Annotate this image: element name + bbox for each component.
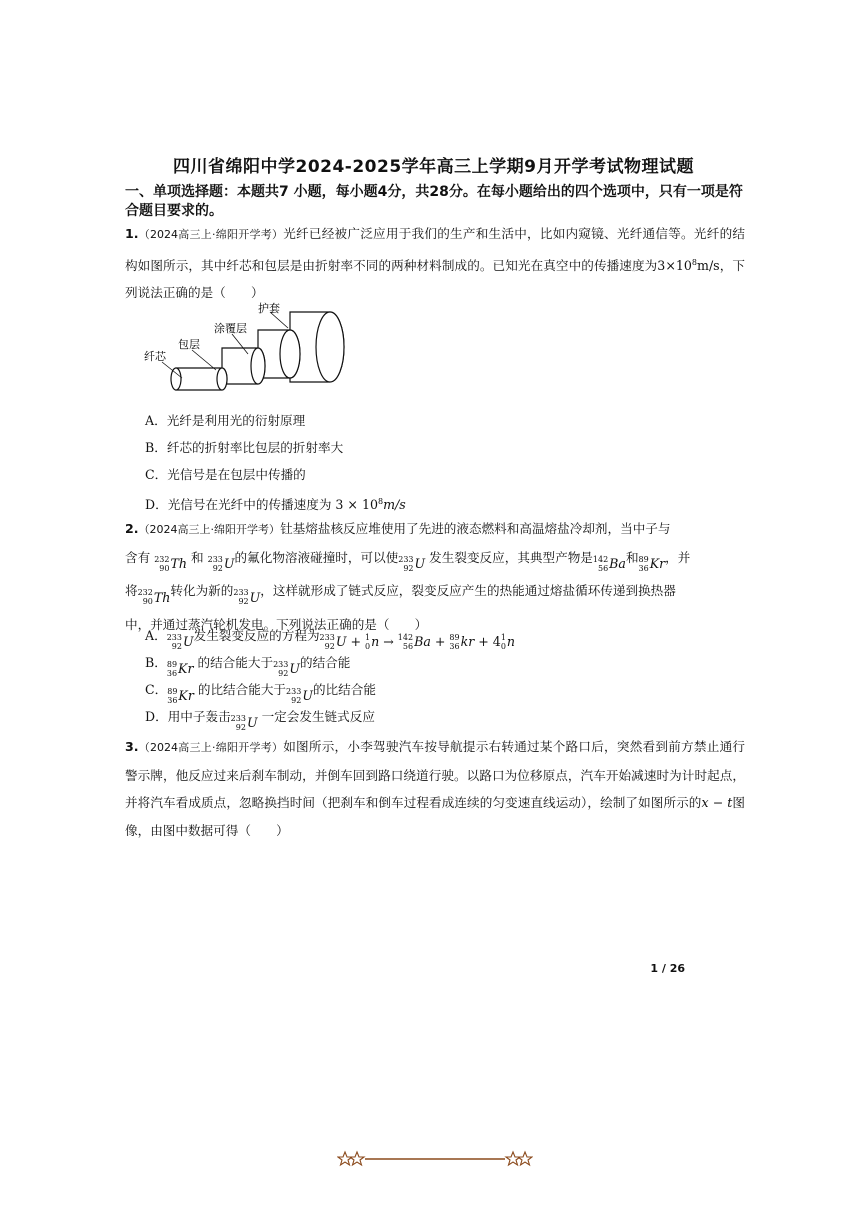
- option-text: 的结合能: [299, 655, 351, 670]
- optical-fiber-diagram: [140, 300, 360, 405]
- question-tag: （2024高三上·绵阳开学考）: [138, 741, 284, 754]
- nuclide-kr89: 89 36 Kr: [167, 687, 194, 705]
- option-text: D．光信号在光纤中的传播速度为 3 × 10: [145, 497, 379, 513]
- question-text: 转化为新的: [170, 583, 234, 599]
- exponent: 8: [378, 497, 384, 506]
- question-number: 3.: [125, 739, 139, 754]
- nuclide-u233: 233 92 U: [207, 554, 235, 573]
- nuclide-th232: 232 90 Th: [154, 554, 187, 573]
- question-text: 和: [625, 549, 639, 565]
- option-text: 的结合能大于: [193, 655, 274, 670]
- q2-option-a: [145, 627, 515, 651]
- math-expression: x − t: [701, 795, 733, 810]
- question-text: 的氟化物溶液碰撞时，可以使: [234, 549, 399, 565]
- question-tag: （2024高三上·绵阳开学考）: [138, 228, 284, 241]
- q2-option-d: [145, 708, 375, 732]
- question-2-stem: [125, 515, 745, 639]
- q2-line-4: 中，并通过蒸汽轮机发电。下列说法正确的是（ ）: [125, 617, 428, 632]
- question-text: ，这样就形成了链式反应，裂变反应产生的热能通过熔盐循环传递到换热器: [260, 583, 676, 599]
- question-text: 含有: [125, 549, 151, 565]
- question-text: 和: [191, 549, 204, 565]
- reaction-equation: 233 92 U + 1 0 n → 142 56 Ba + 89 36 kr + 4 1 0 n: [319, 633, 516, 651]
- nuclide-u233: 233 92 U: [398, 554, 426, 573]
- footer-ornament: [337, 1148, 533, 1170]
- star-icon: [518, 1152, 532, 1165]
- question-text: m/s，下列说法正确的是（ ）: [125, 257, 745, 301]
- section-heading: 一、单项选择题：本题共7 小题，每小题4分，共28分。在每小题给出的四个选项中，只有一项是符合题目要求的。: [125, 184, 743, 219]
- label-core: 纤芯: [144, 350, 166, 363]
- nuclide-u233: 233 92 U: [233, 588, 261, 607]
- option-text: 发生裂变反应的方程为: [193, 628, 320, 643]
- question-text: 如图所示，小李驾驶汽车按导航提示右转通过某个路口后，突然看到前方禁止通行警示牌，他反应过来后刹车制动，并倒车回到路口绕道行驶。以路口为位移原点，汽车开始减速时为计时起点，并将汽车看成质点，忽略换挡时间（把刹车和倒车过程看成连续的匀变速直线运动），绘制了如图所示的: [125, 739, 745, 810]
- nuclide-th232: 232 90 Th: [137, 588, 171, 607]
- q2-line-1: [125, 515, 745, 544]
- nuclide-kr89: 89 36 Kr: [638, 554, 666, 573]
- option-text: D．用中子轰击: [145, 709, 231, 724]
- option-letter: B．: [145, 655, 167, 670]
- question-1-stem: [125, 220, 745, 307]
- q2-line-2: [125, 544, 745, 578]
- question-text: 图像，由图中数据可得（ ）: [125, 795, 745, 838]
- option-text: 的比结合能大于: [193, 682, 287, 697]
- q1-option-c: C．光信号是在包层中传播的: [145, 467, 306, 482]
- exam-title: 四川省绵阳中学2024-2025学年高三上学期9月开学考试物理试题: [172, 157, 694, 177]
- label-cladding: 包层: [178, 338, 200, 351]
- nuclide-u233: 233 92 U: [273, 660, 300, 678]
- option-letter: C．: [145, 682, 168, 697]
- question-tag: （2024高三上·绵阳开学考）: [138, 523, 281, 536]
- nuclide-ba142: 142 56 Ba: [592, 554, 626, 573]
- star-icon: [350, 1152, 364, 1165]
- nuclide-kr89: 89 36 Kr: [166, 660, 194, 678]
- question-text: 钍基熔盐核反应堆使用了先进的液态燃料和高温熔盐冷却剂，当中子与: [280, 521, 671, 536]
- q2-option-c: [145, 681, 376, 705]
- option-letter: A．: [145, 628, 167, 643]
- exponent: 8: [691, 257, 697, 267]
- q2-line-3: [125, 577, 745, 611]
- question-text: 将: [125, 583, 138, 599]
- nuclide-u233: 233 92 U: [286, 687, 313, 705]
- unit: m/s: [383, 497, 406, 513]
- q1-option-d: [145, 493, 406, 514]
- question-3-stem: [125, 733, 745, 844]
- question-text: ，并: [665, 549, 691, 565]
- nuclide-u233: 233 92 U: [166, 633, 194, 651]
- question-text: 光纤已经被广泛应用于我们的生产和生活中，比如内窥镜、光纤通信等。光纤的结构如图所示，其中纤芯和包层是由折射率不同的两种材料制成的。已知光在真空中的传播速度为3×10: [125, 226, 745, 273]
- q2-option-b: [145, 654, 350, 678]
- question-number: 1.: [125, 226, 139, 241]
- nuclide-u233: 233 92 U: [230, 714, 258, 732]
- label-coating: 涂覆层: [214, 322, 247, 335]
- star-icon: [338, 1152, 352, 1165]
- option-text: 的比结合能: [312, 682, 376, 697]
- star-icon: [506, 1152, 520, 1165]
- q1-option-a: A．光纤是利用光的衍射原理: [145, 413, 306, 428]
- q1-option-b: B．纤芯的折射率比包层的折射率大: [145, 440, 344, 455]
- label-jacket: 护套: [258, 302, 280, 315]
- page-number: 1 / 26: [650, 962, 685, 975]
- question-text: 发生裂变反应，其典型产物是: [425, 549, 593, 565]
- option-text: 一定会发生链式反应: [257, 709, 375, 724]
- question-number: 2.: [125, 521, 139, 536]
